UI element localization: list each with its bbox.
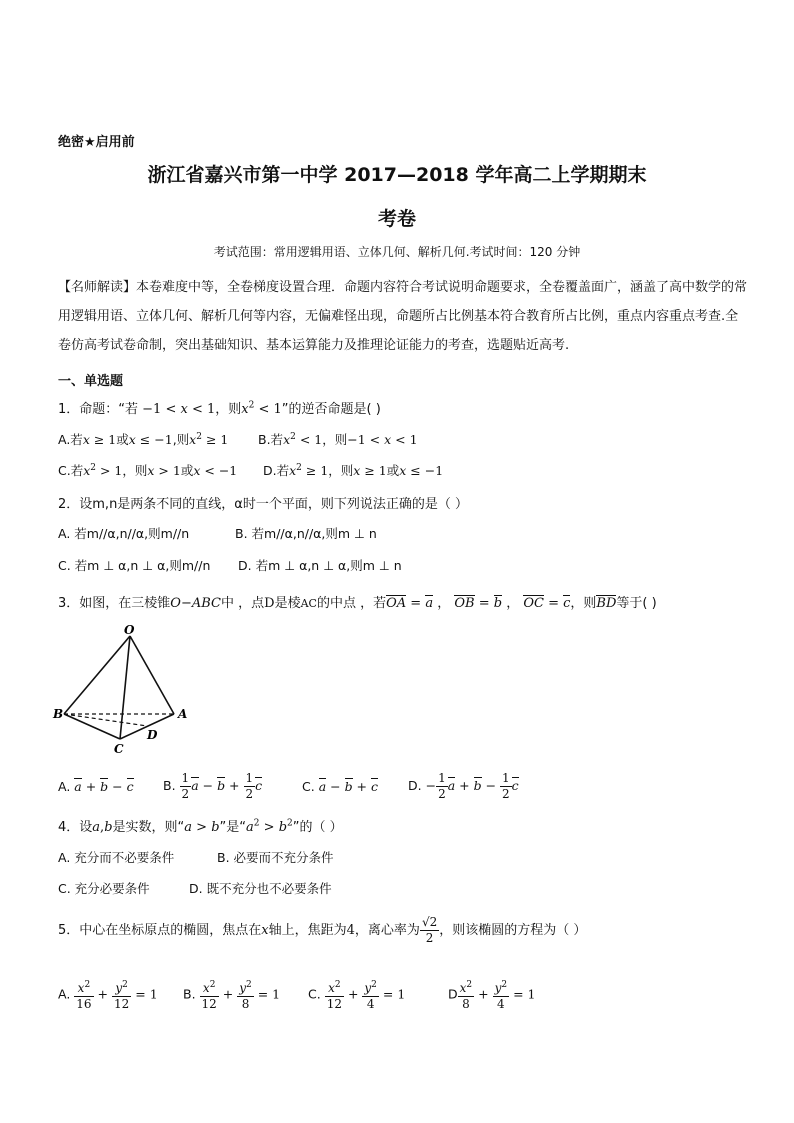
question-1-option-b[interactable]: B.若$x^2 < 1$，则−1 < x < 1 [258, 431, 418, 447]
question-3-option-d[interactable]: D. − $\frac{1}{2}$ a + b − $\frac{1}{2}$ c [408, 771, 519, 801]
question-5-option-a[interactable]: A. $\frac{x^2}{16}$ + $\frac{y^2}{12}$ = 1 [58, 980, 158, 1011]
section-heading: 一、单选题 [58, 374, 124, 389]
question-1-option-c[interactable]: C.若$x^2 > 1$，则x > 1或x < −1 [58, 462, 238, 478]
question-3-option-b[interactable]: B. $\frac{1}{2}$ a − b + $\frac{1}{2}$ c [163, 771, 263, 801]
paper-title-line2: 考卷 [377, 208, 416, 230]
question-2-option-a[interactable]: A. 若m//α,n//α,则m//n [58, 526, 190, 541]
question-4-option-a[interactable]: A. 充分而不必要条件 [58, 850, 175, 865]
question-4-stem: 4．设a,b是实数，则“a > b”是“$a^2 > b^2$”的（ ） [58, 818, 343, 835]
question-4-option-b[interactable]: B. 必要而不充分条件 [217, 850, 334, 865]
question-5-option-c[interactable]: C. $\frac{x^2}{12}$ + $\frac{y^2}{4}$ = 1 [308, 980, 406, 1011]
vertex-label-c: C [114, 742, 124, 756]
question-4-option-c[interactable]: C. 充分必要条件 [58, 881, 150, 896]
vertex-label-a: A [178, 707, 188, 721]
expert-commentary: 【名师解读】本卷难度中等，全卷梯度设置合理．命题内容符合考试说明命题要求，全卷覆盖面广，涵盖了高中数学的常用逻辑用语、立体几何、解析几何等内容，无偏难怪出现，命题所占比例基本符合教育所占比例，重点内容重点考查.全卷仿高考试卷命制，突出基础知识、基本运算能力及推理论证能力的考查，选题贴近高考. [58, 280, 748, 353]
question-2-option-d[interactable]: D. 若m ⊥ α,n ⊥ α,则m ⊥ n [238, 558, 402, 573]
question-2-stem: 2．设m,n是两条不同的直线，α时一个平面，则下列说法正确的是（ ） [58, 497, 469, 512]
question-2-option-b[interactable]: B. 若m//α,n//α,则m ⊥ n [235, 526, 377, 541]
confidential-label: 绝密★启用前 [58, 135, 135, 150]
vertex-label-o: O [124, 624, 135, 637]
question-5-option-d[interactable]: D $\frac{x^2}{8}$ + $\frac{y^2}{4}$ = 1 [448, 980, 536, 1011]
question-4-option-d[interactable]: D. 既不充分也不必要条件 [189, 881, 332, 896]
question-3-stem: 3．如图，在三棱锥O−ABC中 ，点D是棱AC的中点 ，若OA = a ， OB = b ， OC = c，则BD等于( ) [58, 596, 657, 611]
tetrahedron-figure [52, 624, 202, 759]
question-5-stem: 5．中心在坐标原点的椭圆，焦点在x轴上，焦距为4，离心率为 $\frac{√2}{2}$ ，则该椭圆的方程为（ ） [58, 915, 587, 945]
question-5-option-b[interactable]: B. $\frac{x^2}{12}$ + $\frac{y^2}{8}$ = 1 [183, 980, 281, 1011]
paper-title: 浙江省嘉兴市第一中学 2017—2018 学年高二上学期期末 [147, 164, 647, 186]
vertex-label-d: D [147, 728, 158, 742]
question-1-stem: 1．命题：“若 −1 < x < 1，则$x^2 < 1$”的逆否命题是( ) [58, 400, 381, 417]
exam-scope: 考试范围：常用逻辑用语、立体几何、解析几何.考试时间：120 分钟 [213, 245, 581, 259]
question-1-option-a[interactable]: A.若x ≥ 1或x ≤ −1,则$x^2 \ge 1$ [58, 431, 229, 447]
question-1-option-d[interactable]: D.若$x^2 \ge 1$，则x ≥ 1或x ≤ −1 [263, 462, 444, 478]
question-3-option-c[interactable]: C. a − b + c [302, 779, 379, 794]
question-3-option-a[interactable]: A. a + b − c [58, 779, 134, 794]
question-2-option-c[interactable]: C. 若m ⊥ α,n ⊥ α,则m//n [58, 558, 211, 573]
vertex-label-b: B [53, 707, 64, 721]
